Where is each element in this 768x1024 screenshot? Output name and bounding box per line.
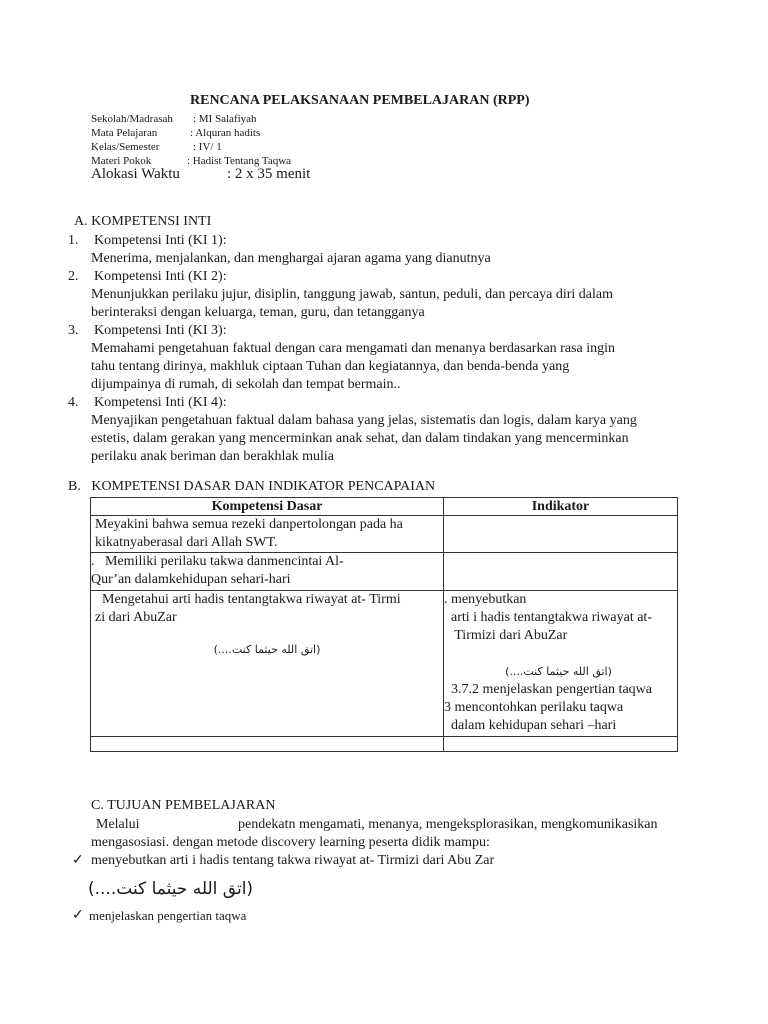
identity-label: Sekolah/Madrasah bbox=[91, 113, 173, 125]
kd-cell bbox=[91, 553, 444, 591]
section-a-heading: A. KOMPETENSI INTI bbox=[74, 214, 212, 229]
indikator-cell bbox=[444, 737, 678, 752]
identity-label: Mata Pelajaran bbox=[91, 127, 158, 139]
table-row bbox=[91, 737, 678, 752]
check-icon: ✓ bbox=[72, 853, 84, 868]
ki-title: Kompetensi Inti (KI 4): bbox=[94, 395, 227, 410]
cell-line: 3.7.2 menjelaskan pengertian taqwa bbox=[444, 682, 652, 697]
ki-text: estetis, dalam gerakan yang mencerminkan anak sehat, dan dalam tindakan yang mencerminkan bbox=[91, 431, 629, 446]
identity-value: : MI Salafiyah bbox=[193, 113, 257, 125]
kd-cell bbox=[91, 591, 444, 737]
ki-text: Menyajikan pengetahuan faktual dalam bahasa yang jelas, sistematis dan logis, dalam karya yang bbox=[91, 413, 637, 428]
identity-value: : IV/ 1 bbox=[193, 141, 222, 153]
arabic-hadith: (اتق الله حيثما كنت....) bbox=[88, 879, 254, 899]
cell-line: . menyebutkan bbox=[444, 592, 527, 607]
arabic-hadith: (اتق الله حيثما كنت....) bbox=[505, 665, 612, 678]
ki-number: 2. bbox=[68, 269, 79, 284]
identity-label: Kelas/Semester bbox=[91, 141, 160, 153]
ki-text: perilaku anak beriman dan berakhlak mulia bbox=[91, 449, 334, 464]
indikator-cell bbox=[444, 591, 678, 737]
ki-title: Kompetensi Inti (KI 3): bbox=[94, 323, 227, 338]
cell-line: zi dari AbuZar bbox=[95, 610, 177, 625]
ki-text: tahu tentang dirinya, makhluk ciptaan Tuhan dan kegiatannya, dan benda-benda yang bbox=[91, 359, 570, 374]
section-c-heading: C. TUJUAN PEMBELAJARAN bbox=[91, 798, 276, 813]
kd-cell bbox=[91, 516, 444, 553]
kd-indikator-table bbox=[90, 497, 678, 752]
cell-line: Meyakini bahwa semua rezeki danpertolongan pada ha bbox=[95, 517, 403, 532]
cell-line: kikatnyaberasal dari Allah SWT. bbox=[95, 535, 278, 550]
column-header-kd: Kompetensi Dasar bbox=[91, 498, 444, 516]
objective-item: menjelaskan pengertian taqwa bbox=[89, 908, 247, 923]
ki-number: 3. bbox=[68, 323, 79, 338]
cell-line: 3 mencontohkan perilaku taqwa bbox=[444, 700, 624, 715]
identity-value: : Alquran hadits bbox=[190, 127, 261, 139]
cell-line: arti i hadis tentangtakwa riwayat at- bbox=[444, 610, 652, 625]
table-row bbox=[91, 553, 678, 591]
ki-title: Kompetensi Inti (KI 1): bbox=[94, 233, 227, 248]
ki-text: berinteraksi dengan keluarga, teman, guru, dan tetangganya bbox=[91, 305, 425, 320]
intro-text: pendekatn mengamati, menanya, mengeksplorasikan, mengkomunikasikan bbox=[238, 817, 658, 832]
table-row bbox=[91, 516, 678, 553]
identity-label: Materi Pokok bbox=[91, 155, 152, 167]
objective-item: menyebutkan arti i hadis tentang takwa riwayat at- Tirmizi dari Abu Zar bbox=[91, 853, 495, 868]
identity-value: : Hadist Tentang Taqwa bbox=[187, 155, 292, 167]
column-header-indikator: Indikator bbox=[444, 498, 678, 516]
ki-text: Menerima, menjalankan, dan menghargai ajaran agama yang dianutnya bbox=[91, 251, 491, 266]
identity-label: Alokasi Waktu bbox=[91, 166, 180, 182]
ki-number: 4. bbox=[68, 395, 79, 410]
indikator-cell bbox=[444, 516, 678, 553]
identity-value: : 2 x 35 menit bbox=[227, 166, 311, 182]
intro-word: Melalui bbox=[96, 817, 140, 832]
intro-text: mengasosiasi. dengan metode discovery learning peserta didik mampu: bbox=[91, 835, 490, 850]
section-b-heading: B. KOMPETENSI DASAR DAN INDIKATOR PENCAPAIAN bbox=[68, 479, 436, 494]
page-title: RENCANA PELAKSANAAN PEMBELAJARAN (RPP) bbox=[190, 93, 530, 108]
ki-text: Menunjukkan perilaku jujur, disiplin, tanggung jawab, santun, peduli, dan percaya diri dalam bbox=[91, 287, 613, 302]
ki-title: Kompetensi Inti (KI 2): bbox=[94, 269, 227, 284]
cell-line: Qur’an dalamkehidupan sehari-hari bbox=[91, 572, 291, 587]
cell-line: dalam kehidupan sehari –hari bbox=[444, 718, 617, 733]
cell-line: Mengetahui arti hadis tentangtakwa riwayat at- Tirmi bbox=[95, 592, 401, 607]
ki-number: 1. bbox=[68, 233, 79, 248]
cell-line: . Memiliki perilaku takwa danmencintai Al- bbox=[91, 554, 344, 569]
table-row bbox=[91, 591, 678, 737]
cell-line: Tirmizi dari AbuZar bbox=[444, 628, 568, 643]
arabic-hadith: (اتق الله حيثما كنت....) bbox=[213, 643, 321, 656]
ki-text: Memahami pengetahuan faktual dengan cara mengamati dan menanya berdasarkan rasa ingin bbox=[91, 341, 615, 356]
kd-cell bbox=[91, 737, 444, 752]
indikator-cell bbox=[444, 553, 678, 591]
check-icon: ✓ bbox=[72, 908, 84, 923]
ki-text: dijumpainya di rumah, di sekolah dan tempat bermain.. bbox=[91, 377, 401, 392]
